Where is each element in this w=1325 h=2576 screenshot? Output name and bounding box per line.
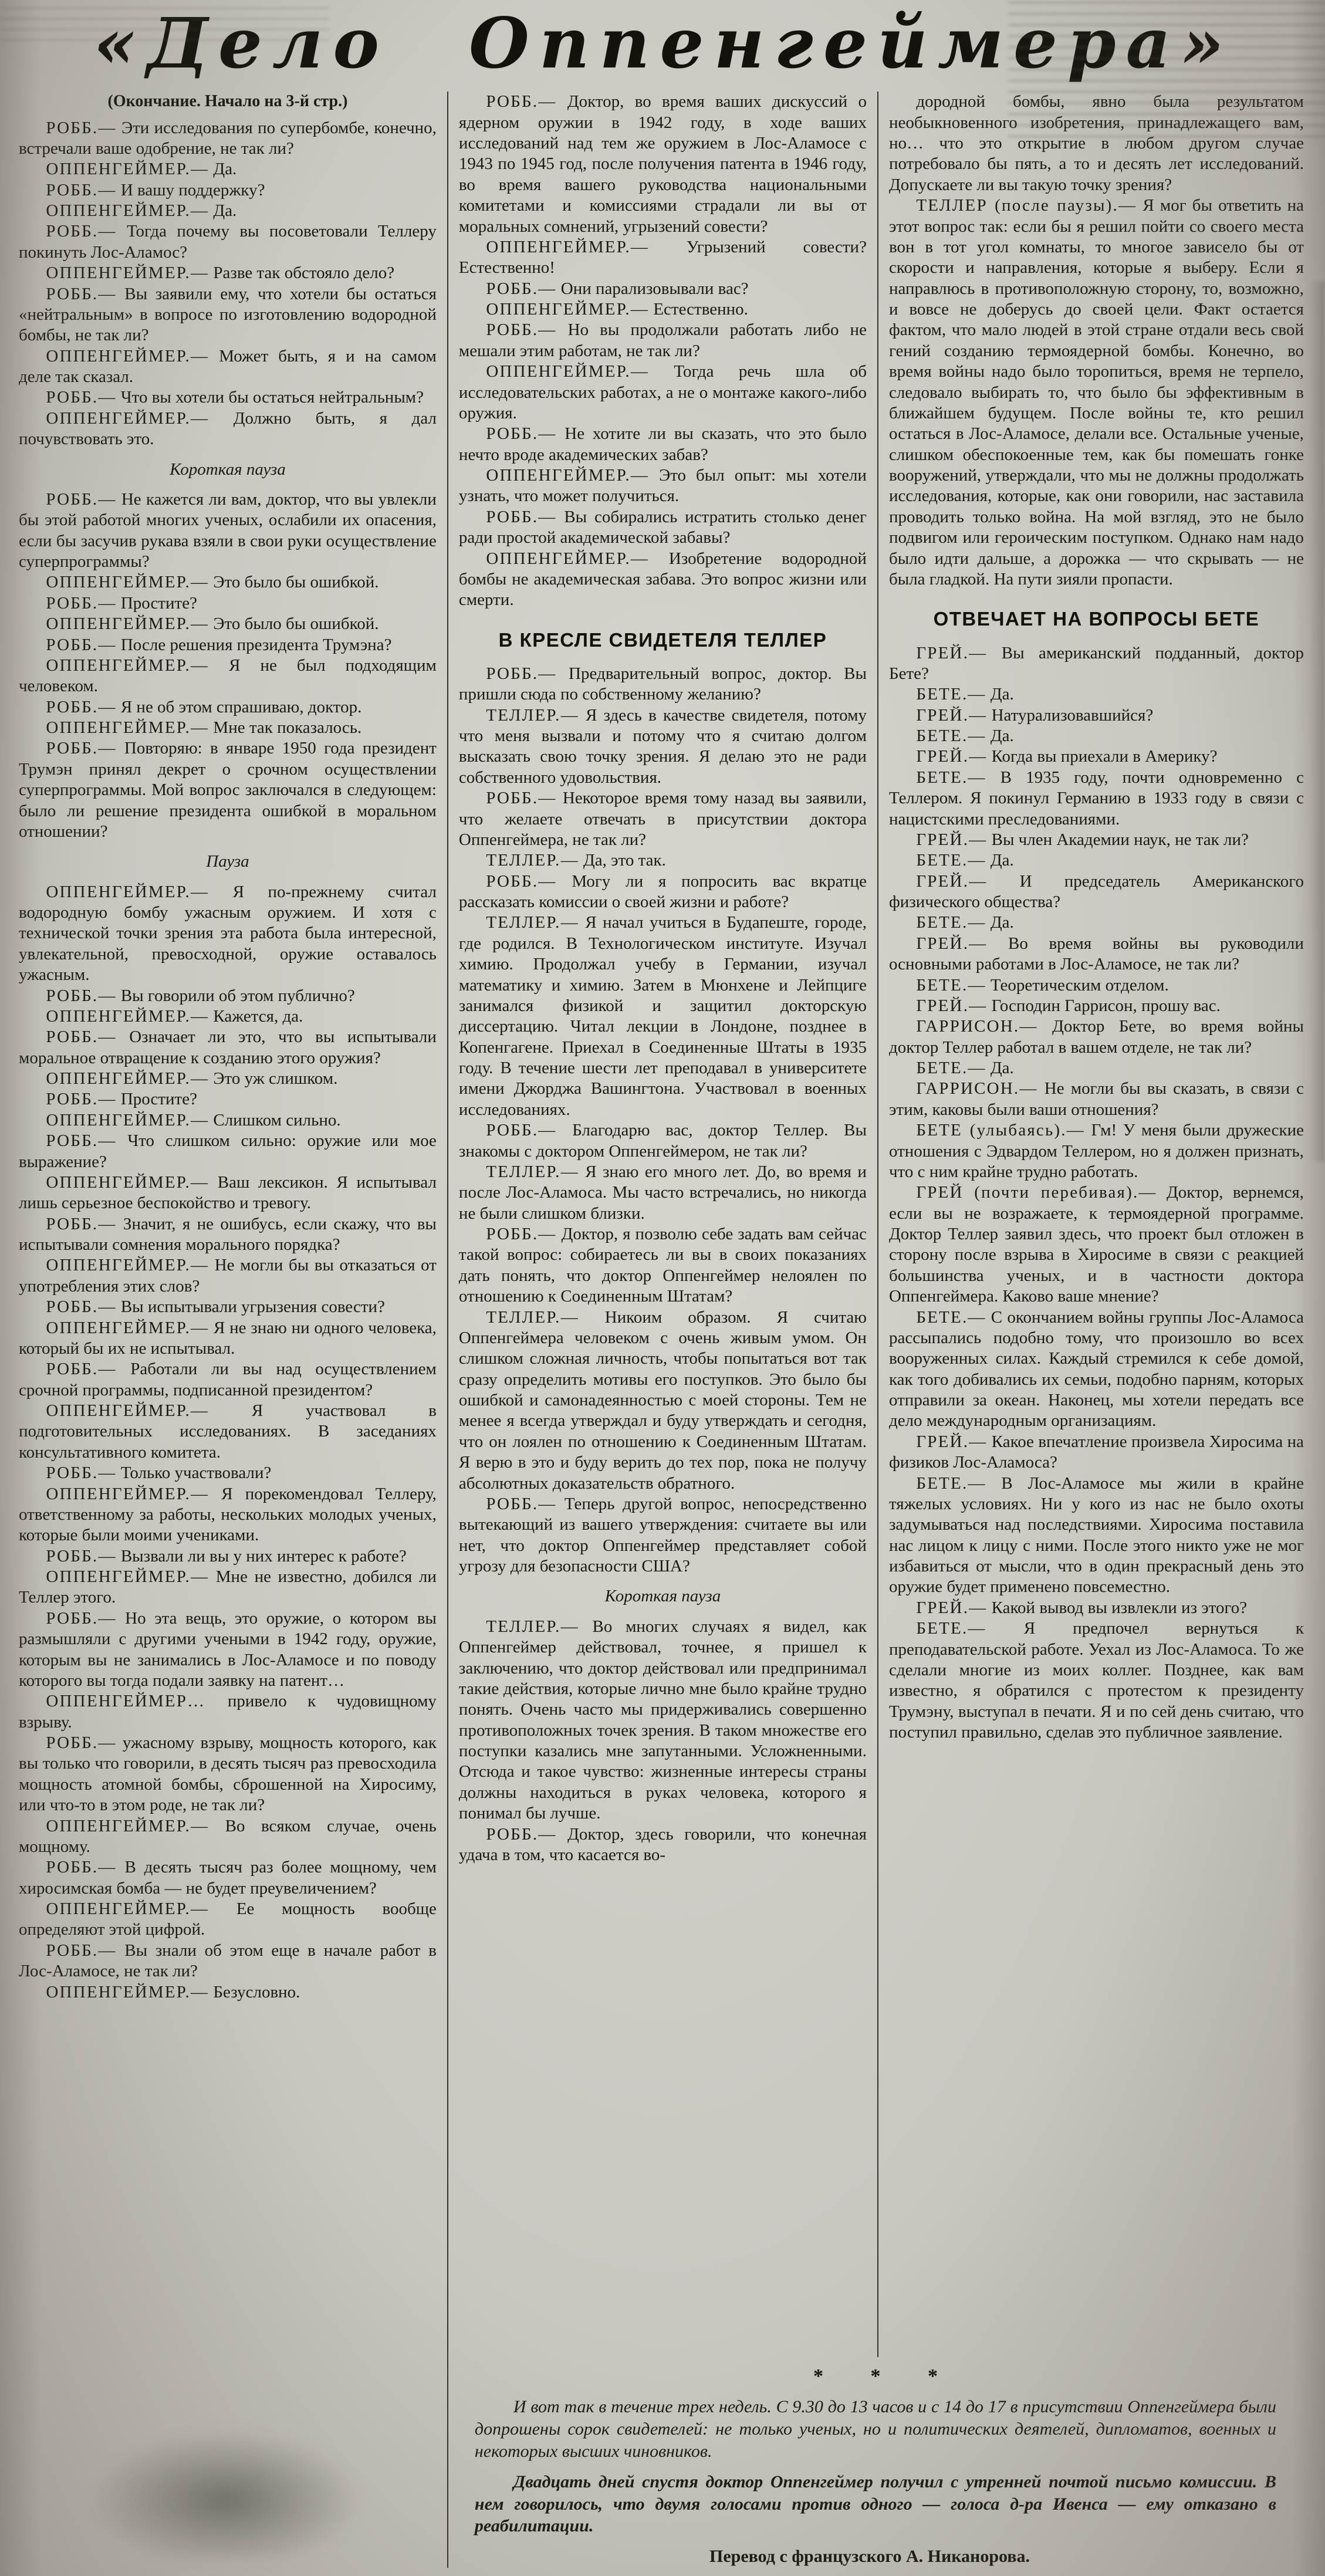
dialogue-paragraph: РОББ.— Но эта вещь, это оружие, о котором вы размышляли с другими учеными в 1942 году, оружие, которым вы не занимались в Лос-Аламосе и по поводу которого вы тогда подали заявку на патент… (19, 1608, 437, 1690)
column-1-text (19, 118, 437, 2003)
dialogue-paragraph: ОППЕНГЕЙМЕР.— Это было бы ошибкой. (46, 614, 379, 634)
dialogue-paragraph: РОББ.— Значит, я не ошибусь, если скажу, что вы испытывали сомнения морального порядка? (19, 1214, 437, 1255)
speaker-name: РОББ.— (46, 180, 117, 200)
dialogue-paragraph: ГРЕЙ.— Вы член Академии наук, не так ли? (916, 830, 1249, 849)
dialogue-paragraph: БЕТЕ.— Да. (916, 1059, 1014, 1078)
dialogue-paragraph: РОББ.— Благодарю вас, доктор Теллер. Вы знакомы с доктором Оппенгеймером, не так ли? (458, 1121, 867, 1161)
speaker-name: ГРЕЙ.— (916, 934, 988, 953)
column-3 (878, 92, 1309, 2357)
speaker-name: РОББ.— (486, 92, 557, 111)
stage-direction: Короткая пауза (604, 1587, 721, 1606)
dialogue-paragraph: РОББ.— Не хотите ли вы сказать, что это было нечто вроде академических забав? (458, 424, 867, 464)
speaker-name: РОББ.— (486, 1121, 557, 1140)
article-body (19, 92, 1309, 2568)
speaker-name: РОББ.— (46, 1608, 117, 1628)
dialogue-paragraph: БЕТЕ.— В Лос-Аламосе мы жили в крайне тяжелых условиях. Ни у кого из нас не было охоты задумываться над последствиями. Хиросима поставила нас лицом к лицу с ними. После этого никто уже не мог избавиться от мысли, что в один прекрасный день это оружие будет применено повсеместно. (888, 1473, 1304, 1597)
speaker-name: РОББ.— (46, 1463, 117, 1483)
dialogue-paragraph: ОППЕНГЕЙМЕР.— Мне так показалось. (46, 718, 362, 738)
speaker-name: РОББ.— (46, 1090, 117, 1109)
dialogue-paragraph: РОББ.— Тогда почему вы посоветовали Теллеру покинуть Лос-Аламос? (19, 222, 437, 262)
speaker-name: РОББ.— (46, 1131, 117, 1151)
speaker-name: БЕТЕ.— (916, 1473, 986, 1493)
right-section (448, 92, 1309, 2568)
dialogue-paragraph: БЕТЕ.— Да. (916, 685, 1014, 704)
article-footer (448, 2357, 1309, 2568)
dialogue-paragraph: РОББ.— Что вы хотели бы остаться нейтральным? (46, 388, 424, 407)
speaker-name: РОББ.— (46, 1858, 117, 1877)
dialogue-paragraph: РОББ.— Что слишком сильно: оружие или мое выражение? (19, 1131, 437, 1171)
speaker-name: РОББ.— (486, 1824, 557, 1844)
dialogue-paragraph: ТЕЛЛЕР.— Во многих случаях я видел, как Оппенгеймер действовал, точнее, я пришел к заключению, что доктор действовал или предпринимал такие действия, которые лично мне было крайне трудно понять. Очень часто мы придерживались совершенно противоположных точек зрения. В таком множестве его поступки казались мне запутанными. Усложненными. Отсюда и такое чувство: жизненные интересы страны должны находиться в руках человека, которого я понимал бы лучше. (458, 1617, 867, 1823)
dialogue-paragraph: ОППЕНГЕЙМЕР.— Да. (46, 201, 237, 221)
speaker-name: РОББ.— (46, 635, 117, 654)
dialogue-paragraph: БЕТЕ (улыбаясь).— Гм! У меня были дружеские отношения с Эдвардом Теллером, но я должен признать, что с ним крайне трудно работать. (888, 1121, 1304, 1181)
dialogue-paragraph: РОББ.— Но вы продолжали работать либо не мешали этим работам, не так ли? (458, 320, 867, 360)
speaker-name: ОППЕНГЕЙМЕР.— (46, 1982, 209, 2002)
dialogue-paragraph: ОППЕНГЕЙМЕР.— Ваш лексикон. Я испытывал лишь серьезное беспокойство и тревогу. (19, 1172, 437, 1213)
speaker-name: ГРЕЙ.— (916, 1432, 988, 1451)
column-1 (19, 92, 448, 2568)
speaker-name: ОППЕНГЕЙМЕР.— (486, 362, 650, 381)
dialogue-paragraph: ОППЕНГЕЙМЕР… привело к чудовищному взрыву. (19, 1692, 437, 1732)
speaker-name: ГРЕЙ.— (916, 996, 988, 1015)
speaker-name: ОППЕНГЕЙМЕР.— (46, 1401, 209, 1421)
stage-direction: Пауза (206, 852, 249, 871)
speaker-name: ГРЕЙ.— (916, 705, 988, 725)
speaker-name: ОППЕНГЕЙМЕР.— (486, 466, 650, 485)
speaker-name: ГАРРИСОН.— (916, 1079, 1038, 1098)
continuation-note: (Окончание. Начало на 3-й стр.) (107, 92, 348, 111)
dialogue-paragraph: РОББ.— Они парализовывали вас? (486, 279, 749, 298)
dialogue-paragraph: ГАРРИСОН.— Доктор Бете, во время войны доктор Теллер работал в вашем отделе, не так ли? (888, 1017, 1304, 1057)
dialogue-paragraph: ОППЕНГЕЙМЕР.— Мне не известно, добился ли Теллер этого. (19, 1567, 437, 1607)
dialogue-paragraph: ОППЕНГЕЙМЕР.— Я не знаю ни одного человека, который бы их не испытывал. (19, 1318, 437, 1358)
dialogue-paragraph: ОППЕНГЕЙМЕР.— Я порекомендовал Теллеру, ответственному за работы, нескольких молодых ученых, которые были моими учениками. (19, 1484, 437, 1545)
dialogue-paragraph: ГРЕЙ (почти перебивая).— Доктор, вернемся, если вы не возражаете, к термоядерной программе. Доктор Теллер заявил здесь, что проект был отложен в сторону после взрыва в Хиросиме в связи с реакцией большинства ученых, и в частности доктора Оппенгеймера. Каково ваше мнение? (888, 1183, 1304, 1306)
dialogue-paragraph: ГРЕЙ.— Когда вы приехали в Америку? (916, 747, 1218, 766)
dialogue-paragraph: РОББ.— В десять тысяч раз более мощному, чем хиросимская бомба — не будет преувеличением? (19, 1858, 437, 1898)
speaker-name: БЕТЕ.— (916, 685, 986, 704)
dialogue-paragraph: ОППЕНГЕЙМЕР.— Это было бы ошибкой. (46, 573, 379, 592)
speaker-name: БЕТЕ.— (916, 768, 986, 787)
editorial-note: Двадцать дней спустя доктор Оппенгеймер получил с утренней почтой письмо комиссии. В нем говорилось, что двумя голосами против одного — голоса д-ра Ивенса — ему отказано в реабилитации. (474, 2472, 1276, 2536)
dialogue-paragraph: ТЕЛЛЕР.— Никоим образом. Я считаю Оппенгеймера человеком с очень живым умом. Он слишком сложная личность, чтобы попытаться вот так сразу определить мотивы его поступков. Это было бы ошибкой и самонадеянностью с моей стороны. Тем не менее я всегда утверждал и буду утверждать и сегодня, что он лоялен по отношению к Соединенным Штатам. Я верю в это и буду верить до тех пор, пока не получу абсолютных доказательств обратного. (458, 1307, 867, 1493)
dialogue-paragraph: ГРЕЙ.— Господин Гаррисон, прошу вас. (916, 996, 1221, 1015)
right-columns (448, 92, 1309, 2357)
dialogue-paragraph: РОББ.— И вашу поддержку? (46, 180, 265, 200)
dialogue-paragraph: ОППЕНГЕЙМЕР.— Естественно. (486, 300, 748, 319)
speaker-name: ОППЕНГЕЙМЕР.— (46, 573, 209, 592)
speaker-name: ГАРРИСОН.— (916, 1017, 1038, 1036)
dialogue-paragraph: РОББ.— Повторяю: в январе 1950 года президент Трумэн принял декрет о срочном осуществлении суперпрограммы. Мой вопрос заключался в следующем: было ли решение президента ошибкой в моральном отношении? (19, 739, 437, 841)
speaker-name: ОППЕНГЕЙМЕР.— (46, 408, 209, 428)
dialogue-paragraph: ГАРРИСОН.— Не могли бы вы сказать, в связи с этим, каковы были ваши отношения? (888, 1079, 1304, 1119)
speaker-name: РОББ.— (486, 789, 557, 808)
dialogue-paragraph: ГРЕЙ.— Натурализовавшийся? (916, 705, 1154, 725)
dialogue-paragraph: ОППЕНГЕЙМЕР.— Тогда речь шла об исследовательских работах, а не о монтаже какого-либо оружия. (458, 362, 867, 422)
column-3-text (889, 92, 1304, 1743)
speaker-name: ОППЕНГЕЙМЕР.— (46, 201, 209, 221)
speaker-name: РОББ.— (46, 986, 117, 1005)
speaker-name: ТЕЛЛЕР.— (486, 705, 579, 725)
speaker-name: ОППЕНГЕЙМЕР.— (486, 300, 650, 319)
speaker-name: ОППЕНГЕЙМЕР.— (486, 549, 650, 568)
dialogue-paragraph: БЕТЕ.— Да. (916, 851, 1014, 870)
speaker-name: ОППЕНГЕЙМЕР.— (46, 160, 209, 179)
speaker-name: РОББ.— (486, 871, 557, 891)
dialogue-paragraph: РОББ.— Эти исследования по супербомбе, конечно, встречали ваше одобрение, не так ли? (19, 118, 437, 158)
speaker-name: ГРЕЙ.— (916, 871, 988, 891)
speaker-name: РОББ.— (486, 320, 557, 340)
speaker-name: ГРЕЙ.— (916, 643, 988, 662)
speaker-name: РОББ.— (486, 664, 557, 683)
dialogue-paragraph: ОППЕНГЕЙМЕР.— Угрызений совести? Естественно! (458, 237, 867, 278)
dialogue-paragraph: РОББ.— Доктор, во время ваших дискуссий о ядерном оружии в 1942 году, в ходе ваших исследований над тем же оружием в Лос-Аламосе с 1943 по 1945 год, после получения патента в 1946 году, во время вашего руководства национальными комитетами и комиссиями страдали ли вы от моральных сомнений, угрызений совести? (458, 92, 867, 236)
dialogue-paragraph: ГРЕЙ.— Какое впечатление произвела Хиросима на физиков Лос-Аламоса? (888, 1432, 1304, 1472)
speaker-name: БЕТЕ.— (916, 726, 986, 746)
column-2-text (459, 92, 867, 1865)
dialogue-paragraph: дородной бомбы, явно была результатом необыкновенного изобретения, принадлежащего вам, но… что это открытие в любом другом случае потребовало бы пять, а то и десять лет исследований. Допускаете ли вы такую точку зрения? (888, 92, 1304, 194)
speaker-name: РОББ.— (486, 424, 557, 444)
speaker-name: ТЕЛЛЕР.— (486, 1162, 579, 1181)
dialogue-paragraph: РОББ.— Означает ли это, что вы испытывали моральное отвращение к созданию этого оружия? (19, 1027, 437, 1067)
dialogue-paragraph: РОББ.— Могу ли я попросить вас вкратце рассказать комиссии о своей жизни и работе? (458, 871, 867, 912)
column-2 (448, 92, 878, 2357)
translation-credit: Перевод с французского А. Никанорова. (709, 2547, 1030, 2567)
speaker-name: РОББ.— (46, 118, 117, 137)
speaker-name: ОППЕНГЕЙМЕР.— (46, 1899, 209, 1919)
dialogue-paragraph: ОППЕНГЕЙМЕР.— Да. (46, 160, 237, 179)
dialogue-paragraph: ОППЕНГЕЙМЕР.— Я по-прежнему считал водородную бомбу ужасным оружием. И хотя с технической точки зрения эта работа была интересной, увлекательной, превосходной, оружие оставалось ужасным. (19, 882, 437, 985)
speaker-name: РОББ.— (46, 1214, 117, 1233)
dialogue-paragraph: РОББ.— Вы говорили об этом публично? (46, 986, 355, 1005)
speaker-name: РОББ.— (46, 739, 117, 758)
speaker-name: ГРЕЙ.— (916, 830, 988, 849)
footer-paragraphs (475, 2396, 1276, 2537)
dialogue-paragraph: ОППЕНГЕЙМЕР.— Во всяком случае, очень мощному. (19, 1816, 437, 1856)
dialogue-paragraph: РОББ.— Некоторое время тому назад вы заявили, что желаете отвечать в присутствии доктора Оппенгеймера, не так ли? (458, 789, 867, 849)
dialogue-paragraph: БЕТЕ.— Я предпочел вернуться к преподавательской работе. Уехал из Лос-Аламоса. То же сделали многие из моих коллег. Позднее, как вам известно, я обратился с протестом к президенту Трумэну, выступал в печати. Я и по сей день считаю, что поступил правильно, сделав это публичное заявление. (888, 1619, 1304, 1742)
speaker-name: ОППЕНГЕЙМЕР.— (46, 1069, 209, 1088)
speaker-name: ТЕЛЛЕР.— (486, 851, 579, 870)
dialogue-paragraph: ТЕЛЛЕР.— Я здесь в качестве свидетеля, потому что меня вызвали и потому что я считаю долгом высказать свою точку зрения. Я делаю это не ради собственного удовольствия. (458, 705, 867, 787)
section-heading: В КРЕСЛЕ СВИДЕТЕЛЯ ТЕЛЛЕР (498, 628, 827, 651)
stage-direction: Короткая пауза (170, 459, 286, 479)
article-title: «Дело Оппенгеймера» (93, 2, 1234, 84)
speaker-name: РОББ.— (486, 1225, 557, 1244)
dialogue-paragraph: БЕТЕ.— Да. (916, 913, 1014, 932)
dialogue-paragraph: РОББ.— ужасному взрыву, мощность которого, как вы только что говорили, в десять тысяч раз превосходила мощность атомной бомбы, сброшенной на Хиросиму, или что-то в этом роде, не так ли? (19, 1733, 437, 1815)
speaker-name: РОББ.— (46, 1027, 117, 1047)
dialogue-paragraph: РОББ.— Не кажется ли вам, доктор, что вы увлекли бы этой работой многих ученых, ослабили их опасения, если бы засучив рукава взяли в свои руки осуществление суперпрограммы? (19, 489, 437, 572)
dialogue-paragraph: РОББ.— Предварительный вопрос, доктор. Вы пришли сюда по собственному желанию? (458, 664, 867, 704)
speaker-name: ОППЕНГЕЙМЕР.— (46, 1172, 209, 1192)
dialogue-paragraph: ОППЕНГЕЙМЕР.— Я участвовал в подготовительных исследованиях. В заседаниях консультативного комитета. (19, 1401, 437, 1462)
speaker-name: ОППЕНГЕЙМЕР.— (46, 346, 209, 366)
speaker-name: РОББ.— (46, 1297, 117, 1317)
dialogue-paragraph: ТЕЛЛЕР (после паузы).— Я мог бы ответить на этот вопрос так: если бы я решил пойти со своего места вон в тот угол комнаты, то многое зависело бы от скорости и направления, которые я выберу. Если я направлюсь в противоположную сторону, то, возможно, и вовсе не доберусь до своей цели. Факт остается фактом, что мало людей в этой стране отдали весь свой гений созданию термоядерной бомбы. Конечно, во время войны надо было торопиться, время не терпело, следовало выбирать то, что было бы эффективным в ближайшем будущем. После войны те, кто решил остаться в Лос-Аламосе, делали все. Остальные ученые, слишком обеспокоенные тем, как бы помешать гонке вооружений, утверждали, что мы не должны продолжать исследования, которые, как они говорили, нас заставила проводить только война. На мой взгляд, это не было подвигом или героическим поступком. Однако нам надо было идти дальше, а дорожка — что скрывать — не была гладкой. На пути зияли пропасти. (888, 196, 1304, 589)
dialogue-paragraph: ТЕЛЛЕР.— Да, это так. (486, 851, 666, 870)
speaker-name: ОППЕНГЕЙМЕР.— (46, 718, 209, 738)
speaker-name: ТЕЛЛЕР.— (486, 1307, 579, 1327)
dialogue-paragraph: ОППЕНГЕЙМЕР.— Разве так обстояло дело? (46, 263, 395, 283)
dialogue-paragraph: РОББ.— Простите? (46, 593, 197, 613)
speaker-name: ОППЕНГЕЙМЕР.— (46, 614, 209, 634)
dialogue-paragraph: РОББ.— Простите? (46, 1090, 197, 1109)
speaker-name: РОББ.— (46, 1941, 117, 1960)
dialogue-paragraph: РОББ.— Теперь другой вопрос, непосредственно вытекающий из вашего утверждения: считаете вы или нет, что доктор Оппенгеймер представляет собой угрозу для безопасности США? (458, 1494, 867, 1576)
speaker-name: БЕТЕ.— (916, 975, 986, 995)
speaker-name: ОППЕНГЕЙМЕР.— (46, 1006, 209, 1026)
dialogue-paragraph: ОППЕНГЕЙМЕР.— Слишком сильно. (46, 1110, 341, 1130)
speaker-name: ОППЕНГЕЙМЕР.— (46, 882, 209, 901)
speaker-name: ОППЕНГЕЙМЕР.— (486, 237, 650, 256)
speaker-name: РОББ.— (46, 388, 117, 407)
dialogue-paragraph: ГРЕЙ.— Во время войны вы руководили основными работами в Лос-Аламосе, не так ли? (888, 934, 1304, 974)
speaker-name: ОППЕНГЕЙМЕР.— (46, 263, 209, 283)
speaker-name: РОББ.— (46, 697, 117, 716)
speaker-name: РОББ.— (46, 489, 117, 509)
section-separator: * * * (813, 2365, 938, 2387)
dialogue-paragraph: ГРЕЙ.— И председатель Американского физического общества? (888, 871, 1304, 912)
scan-edge-shadow (1310, 282, 1325, 1162)
dialogue-paragraph: ОППЕНГЕЙМЕР.— Кажется, да. (46, 1006, 303, 1026)
speaker-name: ОППЕНГЕЙМЕР.— (46, 1256, 209, 1275)
speaker-name: РОББ.— (46, 222, 117, 241)
speaker-name: ОППЕНГЕЙМЕР.— (46, 655, 209, 675)
dialogue-paragraph: РОББ.— После решения президента Трумэна? (46, 635, 392, 654)
speaker-name: РОББ.— (486, 1494, 557, 1513)
dialogue-paragraph: ОППЕНГЕЙМЕР.— Ее мощность вообще определяют этой цифрой. (19, 1899, 437, 1939)
dialogue-paragraph: ГРЕЙ.— Какой вывод вы извлекли из этого? (916, 1598, 1248, 1617)
dialogue-paragraph: РОББ.— Работали ли вы над осуществлением срочной программы, подписанной президентом? (19, 1360, 437, 1399)
speaker-name: ТЕЛЛЕР.— (486, 913, 579, 932)
speaker-name: ТЕЛЛЕР.— (486, 1617, 579, 1636)
speaker-name: ОППЕНГЕЙМЕР.— (46, 1567, 209, 1587)
dialogue-paragraph: РОББ.— Вы знали об этом еще в начале работ в Лос-Аламосе, не так ли? (19, 1941, 437, 1981)
dialogue-paragraph: ОППЕНГЕЙМЕР.— Безусловно. (46, 1982, 300, 2002)
dialogue-paragraph: РОББ.— Вызвали ли вы у них интерес к работе? (46, 1546, 407, 1566)
speaker-name: ТЕЛЛЕР (после паузы).— (916, 196, 1137, 215)
dialogue-paragraph: ТЕЛЛЕР.— Я знаю его много лет. До, во время и после Лос-Аламоса. Мы часто встречались, но никогда не были слишком близки. (458, 1162, 867, 1223)
dialogue-paragraph: ОППЕНГЕЙМЕР.— Может быть, я и на самом деле так сказал. (19, 346, 437, 387)
dialogue-paragraph: РОББ.— Только участвовали? (46, 1463, 272, 1483)
speaker-name: ОППЕНГЕЙМЕР.— (46, 1484, 209, 1503)
speaker-name: РОББ.— (486, 279, 557, 298)
dialogue-paragraph: РОББ.— Я не об этом спрашиваю, доктор. (46, 697, 362, 716)
speaker-name: РОББ.— (46, 284, 117, 303)
speaker-name: РОББ.— (486, 507, 557, 526)
speaker-name: БЕТЕ.— (916, 1307, 986, 1327)
dialogue-paragraph: РОББ.— Вы заявили ему, что хотели бы остаться «нейтральным» в вопросе по изготовлению водородной бомбы, не так ли? (19, 284, 437, 345)
dialogue-paragraph: ОППЕНГЕЙМЕР.— Это был опыт: мы хотели узнать, что может получиться. (458, 466, 867, 506)
dialogue-paragraph: ОППЕНГЕЙМЕР.— Не могли бы вы отказаться от употребления этих слов? (19, 1256, 437, 1296)
speaker-name: ГРЕЙ (почти перебивая).— (916, 1183, 1157, 1202)
speaker-name: РОББ.— (46, 1546, 117, 1566)
dialogue-paragraph: БЕТЕ.— Теоретическим отделом. (916, 975, 1169, 995)
dialogue-paragraph: БЕТЕ.— С окончанием войны группы Лос-Аламоса рассыпались подобно тому, что произошло во всех вооруженных силах. Каждый стремился к себе домой, как того добивались их семьи, подобно парням, которых отправили за океан. Наконец, мы хотели передать все дело международным организациям. (888, 1307, 1304, 1431)
speaker-name: ОППЕНГЕЙМЕР.— (46, 1816, 209, 1835)
dialogue-paragraph: ОППЕНГЕЙМЕР.— Я не был подходящим человеком. (19, 655, 437, 696)
dialogue-paragraph: РОББ.— Вы испытывали угрызения совести? (46, 1297, 385, 1317)
speaker-name: РОББ.— (46, 1733, 117, 1753)
editorial-note: И вот так в течение трех недель. С 9.30 до 13 часов и с 14 до 17 в присутствии Оппенгеймера были допрошены сорок свидетелей: не только ученых, но и политических деятелей, дипломатов, военных и некоторых высших чиновников. (474, 2397, 1276, 2462)
speaker-name: ОППЕНГЕЙМЕР.— (46, 1318, 209, 1337)
dialogue-paragraph: ОППЕНГЕЙМЕР.— Это уж слишком. (46, 1069, 338, 1088)
dialogue-paragraph: БЕТЕ.— В 1935 году, почти одновременно с Теллером. Я покинул Германию в 1933 году в связи с нацистскими преследованиями. (888, 768, 1304, 829)
speaker-name: БЕТЕ.— (916, 913, 986, 932)
dialogue-paragraph: БЕТЕ.— Да. (916, 726, 1014, 746)
dialogue-paragraph: ТЕЛЛЕР.— Я начал учиться в Будапеште, городе, где родился. В Технологическом институте. Изучал химию. Продолжал учебу в Германии, изучал математику и химию. Затем в Мюнхене и Лейпциге занимался физикой и защитил докторскую диссертацию. Читал лекции в Лондоне, позднее в Копенгагене. Приехал в Соединенные Штаты в 1935 году. В течение шести лет преподавал в университете имени Джорджа Вашингтона. Участвовал в военных исследованиях. (458, 913, 867, 1119)
speaker-name: ОППЕНГЕЙМЕР.— (46, 1110, 209, 1130)
dialogue-paragraph: ОППЕНГЕЙМЕР.— Должно быть, я дал почувствовать это. (19, 408, 437, 449)
speaker-name: ОППЕНГЕЙМЕР… (46, 1692, 228, 1711)
dialogue-paragraph: ГРЕЙ.— Вы американский подданный, доктор Бете? (888, 643, 1304, 683)
dialogue-paragraph: РОББ.— Вы собирались истратить столько денег ради простой академической забавы? (458, 507, 867, 547)
speaker-name: БЕТЕ.— (916, 1059, 986, 1078)
speaker-name: РОББ.— (46, 593, 117, 613)
section-heading: ОТВЕЧАЕТ НА ВОПРОСЫ БЕТЕ (933, 608, 1260, 630)
speaker-name: РОББ.— (46, 1360, 117, 1379)
dialogue-paragraph: РОББ.— Доктор, здесь говорили, что конечная удача в том, что касается во- (458, 1824, 867, 1864)
speaker-name: БЕТЕ.— (916, 851, 986, 870)
dialogue-paragraph: ОППЕНГЕЙМЕР.— Изобретение водородной бомбы не академическая забава. Это вопрос жизни или смерти. (458, 549, 867, 610)
speaker-name: БЕТЕ (улыбаясь).— (916, 1121, 1085, 1140)
speaker-name: ГРЕЙ.— (916, 747, 988, 766)
speaker-name: ГРЕЙ.— (916, 1598, 988, 1617)
dialogue-paragraph: РОББ.— Доктор, я позволю себе задать вам сейчас такой вопрос: собираетесь ли вы в своих показаниях дать понять, что доктор Оппенгеймер нелоялен по отношению к Соединенным Штатам? (458, 1225, 867, 1306)
speaker-name: БЕТЕ.— (916, 1619, 986, 1638)
